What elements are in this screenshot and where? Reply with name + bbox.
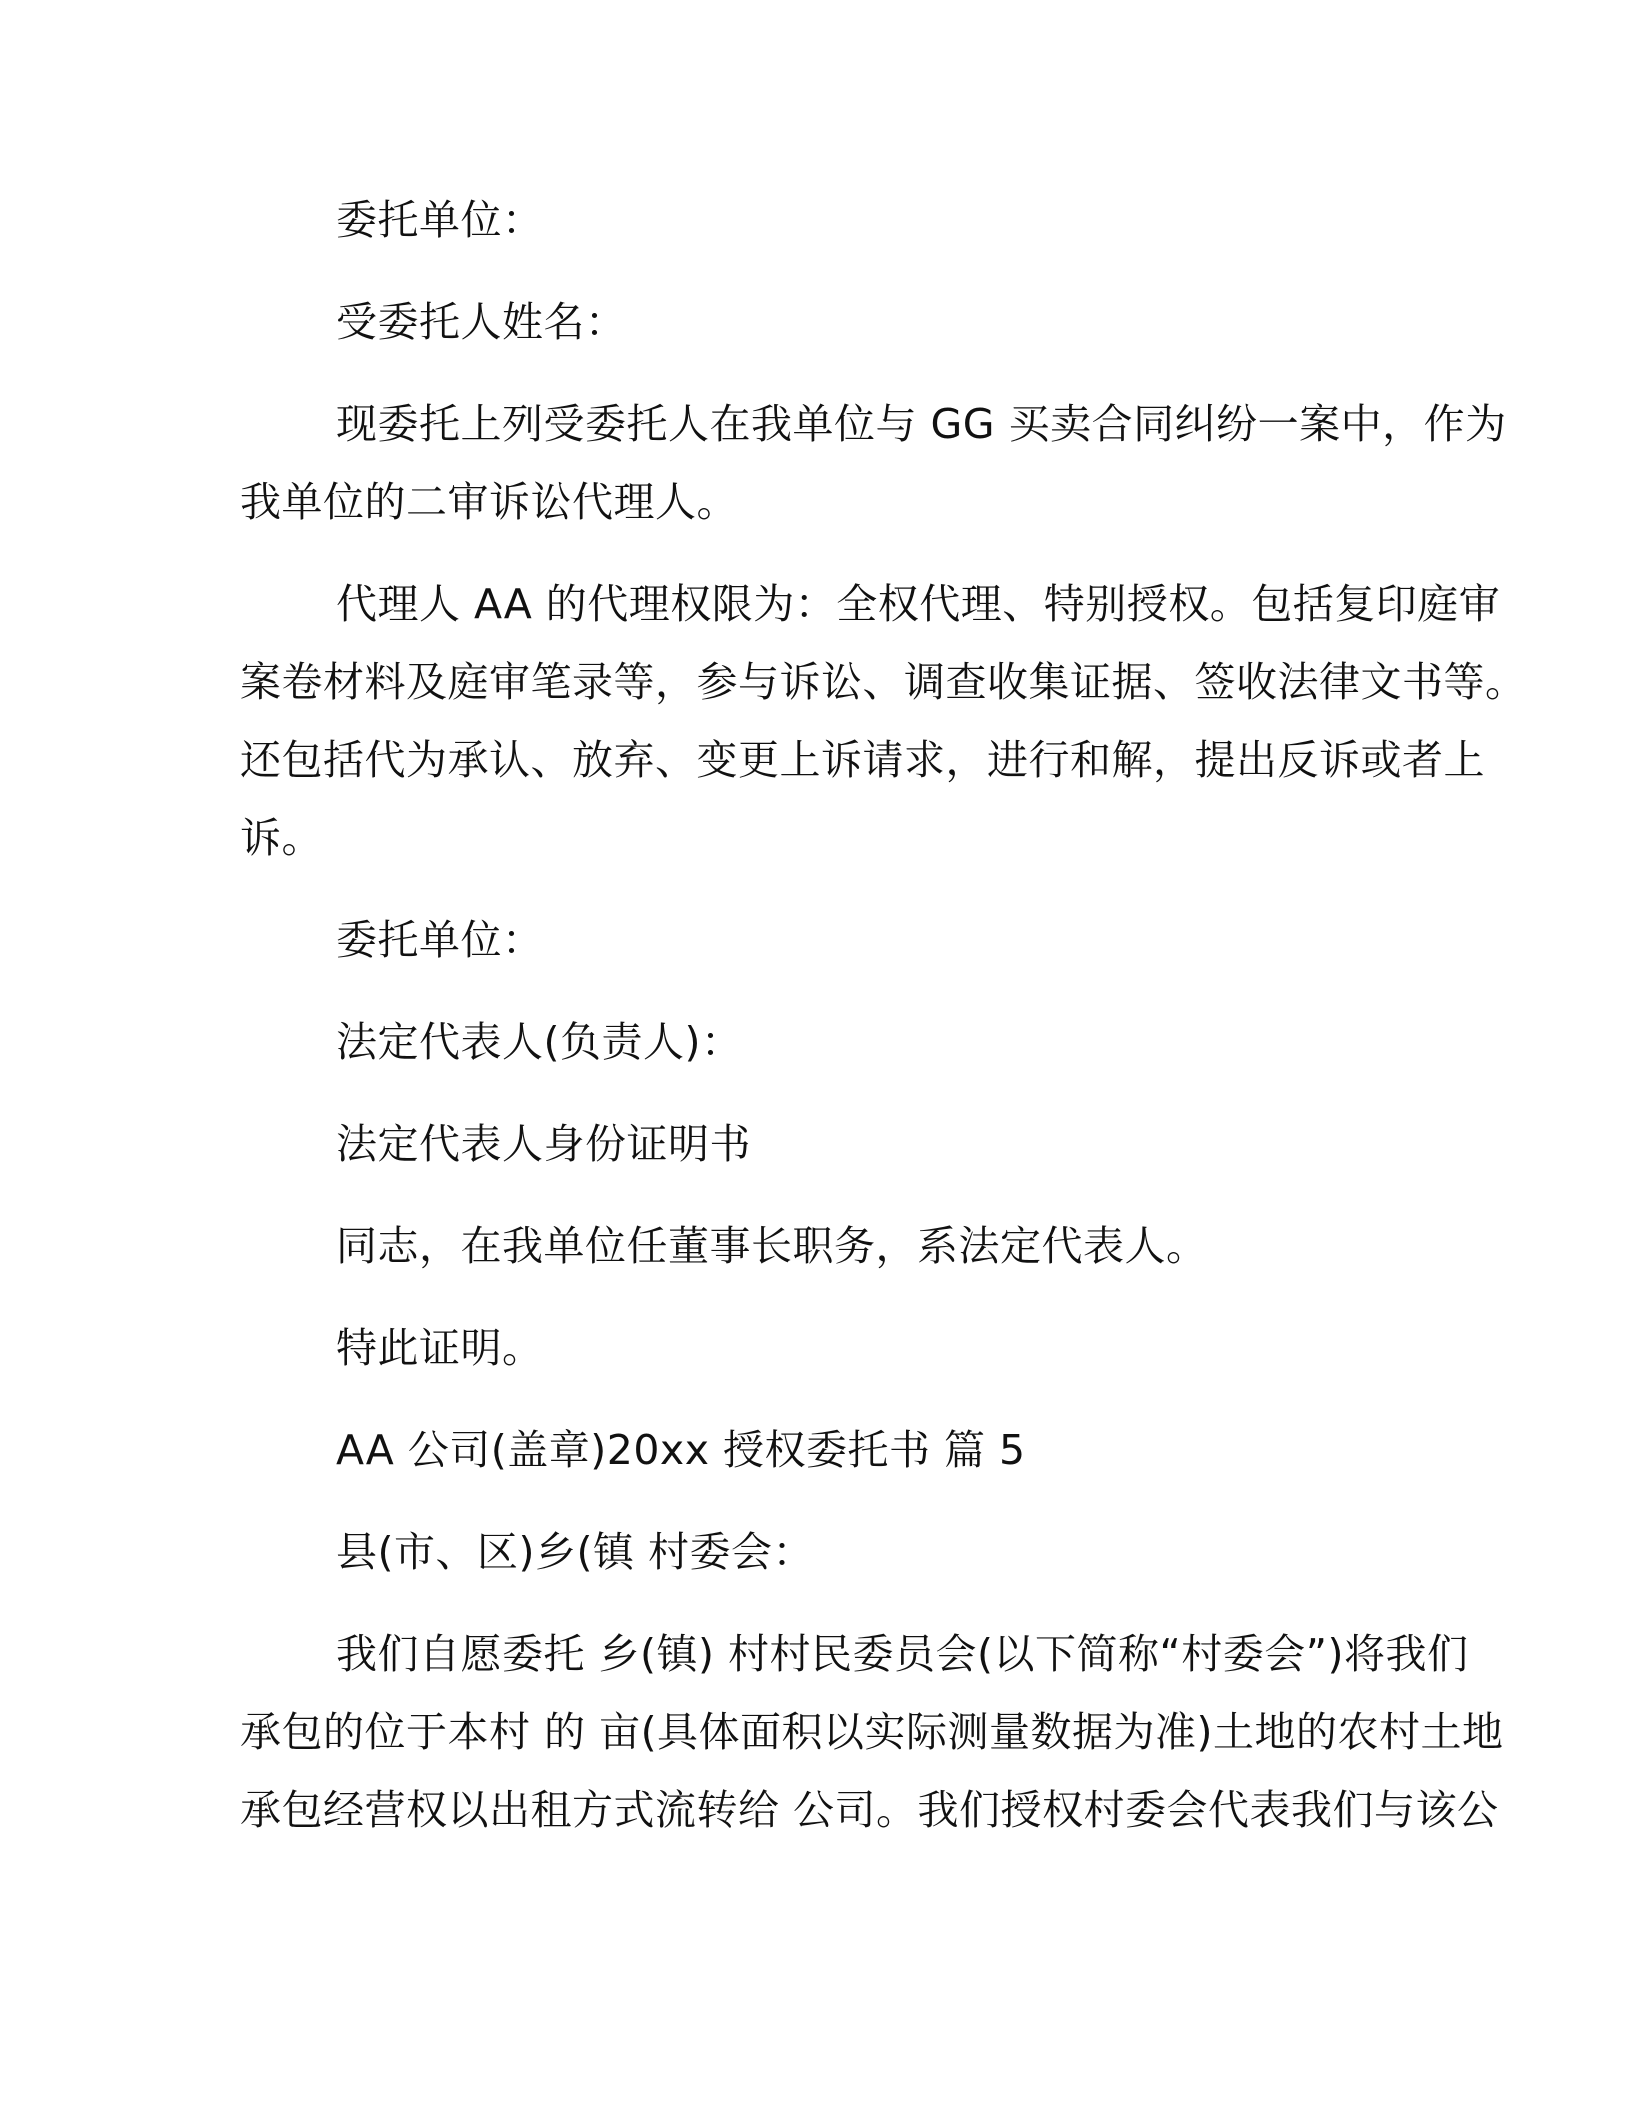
- paragraph-line: 我单位的二审诉讼代理人。: [240, 478, 738, 526]
- paragraph-line: 代理人 AA 的代理权限为：全权代理、特别授权。包括复印庭审: [336, 580, 1501, 628]
- paragraph-line: 案卷材料及庭审笔录等，参与诉讼、调查收集证据、签收法律文书等。: [240, 658, 1527, 706]
- entrusting-unit-label: 委托单位：: [336, 196, 544, 244]
- entrusting-unit-label: 委托单位：: [336, 916, 544, 964]
- paragraph-line: 承包的位于本村 的 亩(具体面积以实际测量数据为准)土地的农村土地: [240, 1708, 1504, 1756]
- paragraph-line: 特此证明。: [336, 1324, 544, 1372]
- addressee-line: 县(市、区)乡(镇 村委会：: [336, 1528, 815, 1576]
- paragraph-line: 同志，在我单位任董事长职务，系法定代表人。: [336, 1222, 1208, 1270]
- section-heading: AA 公司(盖章)20xx 授权委托书 篇 5: [336, 1426, 1026, 1474]
- trustee-name-label: 受委托人姓名：: [336, 298, 627, 346]
- paragraph-line: 我们自愿委托 乡(镇) 村村民委员会(以下简称“村委会”)将我们: [336, 1630, 1469, 1678]
- paragraph-line: 还包括代为承认、放弃、变更上诉请求，进行和解，提出反诉或者上: [240, 736, 1485, 784]
- legal-representative-label: 法定代表人(负责人)：: [336, 1018, 743, 1066]
- paragraph-line: 承包经营权以出租方式流转给 公司。我们授权村委会代表我们与该公: [240, 1786, 1499, 1834]
- paragraph-line: 诉。: [240, 814, 323, 862]
- section-heading: 法定代表人身份证明书: [336, 1120, 751, 1168]
- paragraph-line: 现委托上列受委托人在我单位与 GG 买卖合同纠纷一案中，作为: [336, 400, 1507, 448]
